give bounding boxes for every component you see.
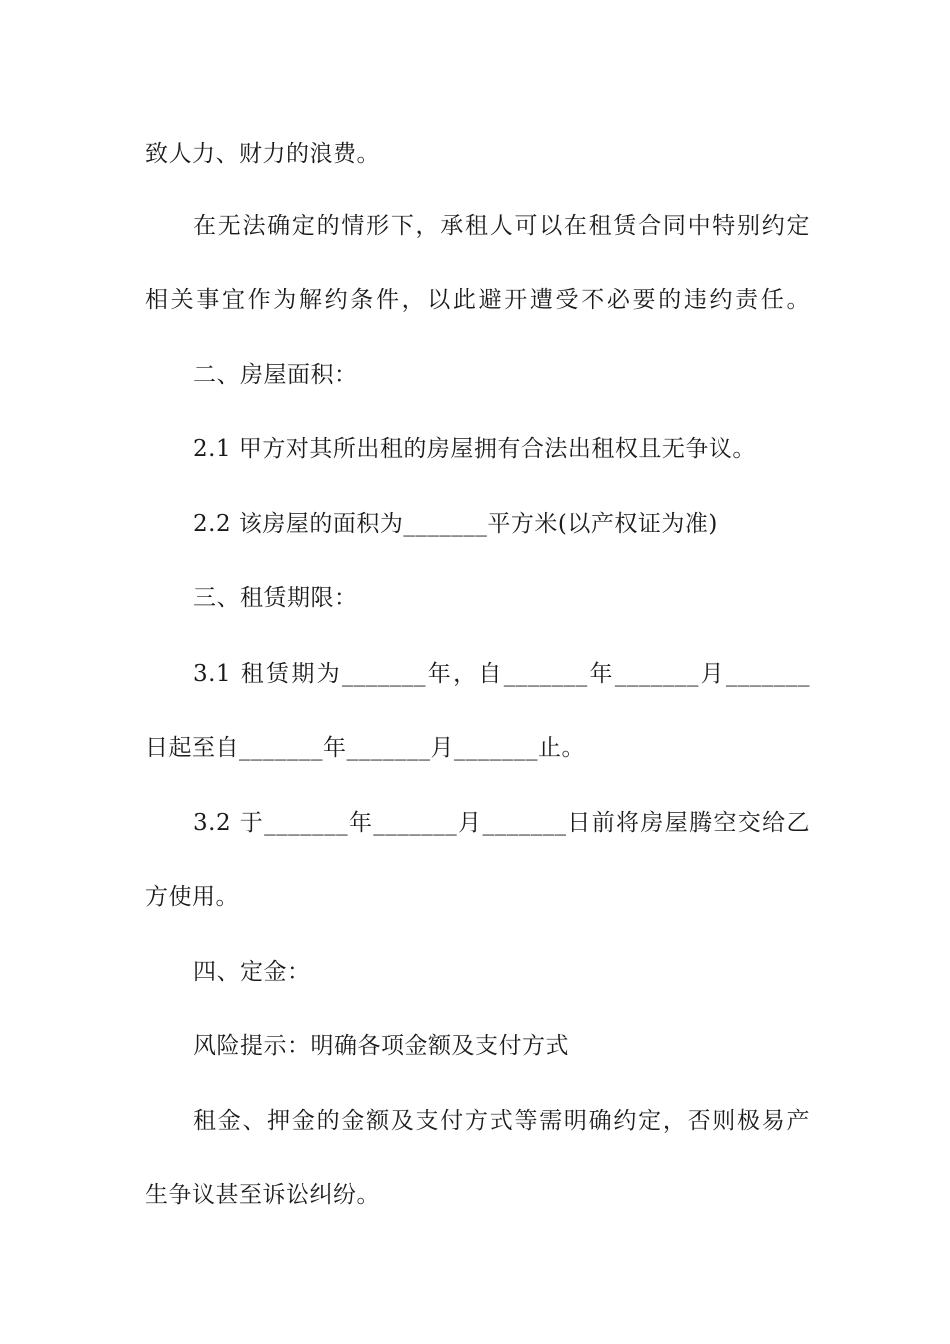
text-line: 租金、押金的金额及支付方式等需明确约定，否则极易产 [193,1108,810,1134]
section-heading: 二、房屋面积： [193,362,358,388]
section-heading: 四、定金： [193,959,311,985]
text-line: 生争议甚至诉讼纠纷。 [145,1182,380,1208]
text-line: 在无法确定的情形下，承租人可以在租赁合同中特别约定 [193,213,810,239]
text-line: 3.1 租赁期为_______年，自_______年_______月_______ [193,661,810,687]
text-line: 日起至自_______年_______月_______止。 [145,735,585,761]
text-line: 风险提示：明确各项金额及支付方式 [193,1033,569,1059]
text-line: 2.1 甲方对其所出租的房屋拥有合法出租权且无争议。 [193,436,756,462]
text-line: 2.2 该房屋的面积为_______平方米(以产权证为准) [193,511,718,537]
text-line: 致人力、财力的浪费。 [145,141,380,167]
text-line: 相关事宜作为解约条件，以此避开遭受不必要的违约责任。 [145,287,810,313]
section-heading: 三、租赁期限： [193,585,358,611]
text-line: 方使用。 [145,884,239,910]
text-line: 3.2 于_______年_______月_______日前将房屋腾空交给乙 [193,810,810,836]
